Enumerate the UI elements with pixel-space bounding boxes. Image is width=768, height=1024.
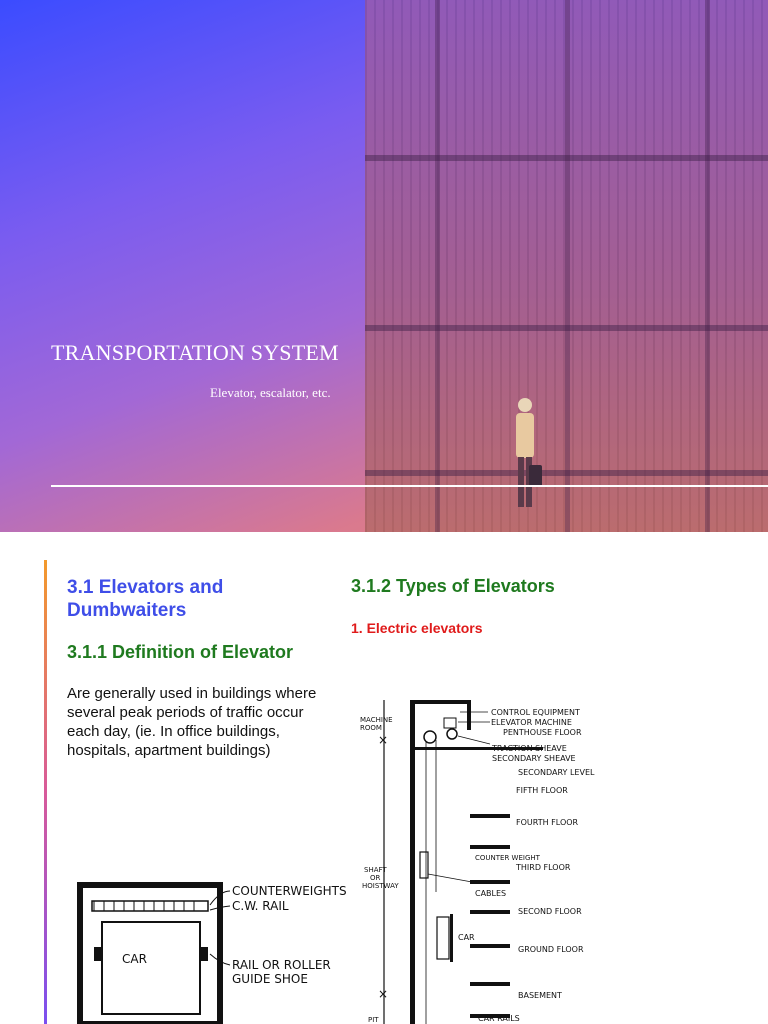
heading-elevators-dumbwaiters: 3.1 Elevators and Dumbwaiters: [67, 577, 224, 621]
label-fourth-floor: FOURTH FLOOR: [516, 818, 579, 827]
content-slide: [0, 532, 768, 1024]
label-car-rails: CAR RAILS: [478, 1014, 520, 1023]
plan-label-guide-shoe: GUIDE SHOE: [232, 972, 308, 986]
label-ground-floor: GROUND FLOOR: [518, 945, 584, 954]
definition-text: Are generally used in buildings where several peak periods of traffic occur each day, (ie. In office buildings, hospitals, apartment buildings): [67, 685, 317, 759]
container-post: [565, 0, 570, 532]
label-control-equipment: CONTROL EQUIPMENT: [491, 708, 580, 717]
label-machine: MACHINE: [360, 716, 393, 724]
label-cables: CABLES: [475, 889, 507, 898]
label-fifth-floor: FIFTH FLOOR: [516, 786, 568, 795]
plan-label-car: CAR: [122, 952, 147, 966]
label-shaft: SHAFT: [364, 866, 387, 874]
label-second-floor: SECOND FLOOR: [518, 907, 582, 916]
heading-types: 3.1.2 Types of Elevators: [351, 576, 555, 596]
worker-figure-icon: [505, 395, 545, 520]
elevator-section-diagram: [340, 692, 625, 1024]
label-basement: BASEMENT: [518, 991, 562, 1000]
label-third-floor: THIRD FLOOR: [516, 863, 571, 872]
heading-definition: 3.1.1 Definition of Elevator: [67, 642, 294, 662]
slide-title: TRANSPORTATION SYSTEM: [51, 340, 339, 365]
label-pit: PIT: [368, 1016, 379, 1024]
label-traction-sheave: TRACTION SHEAVE: [492, 744, 567, 753]
shipping-containers-photo: [365, 0, 768, 532]
elevator-plan-diagram: [70, 877, 360, 1024]
label-elevator-machine: ELEVATOR MACHINE: [491, 718, 572, 727]
label-penthouse-floor: PENTHOUSE FLOOR: [503, 728, 582, 737]
label-secondary-sheave: SECONDARY SHEAVE: [492, 754, 576, 763]
plan-label-rail: RAIL OR ROLLER: [232, 958, 331, 972]
label-car: CAR: [458, 933, 475, 942]
title-divider: [51, 485, 768, 487]
dim-tick: ×: [378, 987, 389, 1001]
counterweight-shape: [92, 901, 208, 911]
container-post: [435, 0, 440, 532]
label-counterweight: COUNTER WEIGHT: [475, 854, 540, 862]
car-shape: [102, 922, 200, 1014]
accent-bar: [44, 560, 47, 1024]
dim-tick: ×: [378, 733, 389, 747]
label-hoistway: HOISTWAY: [362, 882, 399, 890]
label-secondary-level: SECONDARY LEVEL: [518, 768, 595, 777]
plan-label-counterweights: COUNTERWEIGHTS: [232, 884, 347, 898]
plan-label-cw-rail: C.W. RAIL: [232, 899, 289, 913]
subheading-electric: 1. Electric elevators: [351, 620, 483, 636]
container-post: [705, 0, 710, 532]
label-room: ROOM: [360, 724, 382, 732]
label-or: OR: [370, 874, 381, 882]
slide-subtitle: Elevator, escalator, etc.: [210, 385, 331, 400]
